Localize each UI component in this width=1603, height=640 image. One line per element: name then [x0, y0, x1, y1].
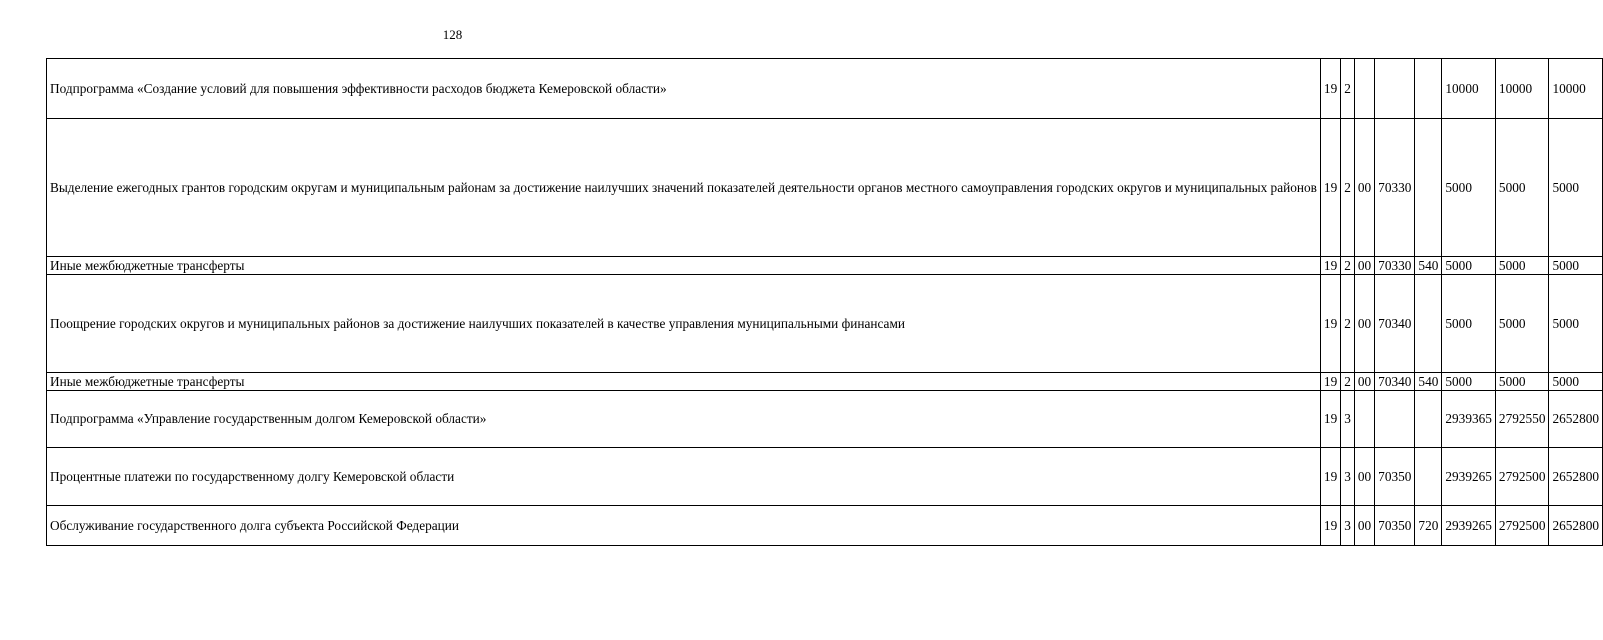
row-name: Иные межбюджетные трансферты [47, 373, 1321, 391]
expense-type-code [1415, 119, 1442, 257]
table-row [47, 59, 1603, 119]
amount-year-2: 10000 [1495, 59, 1549, 119]
amount-year-1: 5000 [1442, 119, 1496, 257]
expense-type-code: 720 [1415, 506, 1442, 546]
subsection-code: 3 [1341, 448, 1355, 506]
amount-year-2: 5000 [1495, 119, 1549, 257]
direction-code [1375, 391, 1415, 448]
section-code: 19 [1320, 448, 1340, 506]
amount-year-1: 5000 [1442, 257, 1496, 275]
expense-type-code: 540 [1415, 373, 1442, 391]
expense-type-code [1415, 448, 1442, 506]
row-name: Обслуживание государственного долга субъекта Российской Федерации [47, 506, 1321, 546]
amount-year-3: 2652800 [1549, 506, 1603, 546]
direction-code [1375, 59, 1415, 119]
program-code: 00 [1354, 257, 1374, 275]
row-name: Подпрограмма «Создание условий для повышения эффективности расходов бюджета Кемеровской области» [47, 59, 1321, 119]
amount-year-1: 5000 [1442, 373, 1496, 391]
amount-year-3: 5000 [1549, 257, 1603, 275]
direction-code: 70330 [1375, 257, 1415, 275]
program-code: 00 [1354, 448, 1374, 506]
amount-year-1: 5000 [1442, 275, 1496, 373]
amount-year-2: 5000 [1495, 275, 1549, 373]
section-code: 19 [1320, 391, 1340, 448]
section-code: 19 [1320, 275, 1340, 373]
row-name: Поощрение городских округов и муниципальных районов за достижение наилучших показателей в качестве управления муниципальными финансами [47, 275, 1321, 373]
amount-year-2: 5000 [1495, 373, 1549, 391]
row-name: Подпрограмма «Управление государственным долгом Кемеровской области» [47, 391, 1321, 448]
subsection-code: 2 [1341, 373, 1355, 391]
program-code [1354, 59, 1374, 119]
subsection-code: 2 [1341, 59, 1355, 119]
page-number: 128 [442, 27, 463, 42]
expense-type-code [1415, 59, 1442, 119]
amount-year-1: 2939265 [1442, 448, 1496, 506]
program-code: 00 [1354, 373, 1374, 391]
table-row [47, 448, 1603, 506]
table-row [47, 506, 1603, 546]
expense-type-code [1415, 391, 1442, 448]
direction-code: 70350 [1375, 448, 1415, 506]
section-code: 19 [1320, 119, 1340, 257]
direction-code: 70340 [1375, 373, 1415, 391]
amount-year-1: 2939265 [1442, 506, 1496, 546]
expense-type-code: 540 [1415, 257, 1442, 275]
program-code: 00 [1354, 119, 1374, 257]
row-name: Выделение ежегодных грантов городским округам и муниципальным районам за достижение наилучших значений показателей деятельности органов местного самоуправления городских округов и муниципальных районов [47, 119, 1321, 257]
expense-type-code [1415, 275, 1442, 373]
amount-year-3: 2652800 [1549, 391, 1603, 448]
amount-year-1: 2939365 [1442, 391, 1496, 448]
amount-year-1: 10000 [1442, 59, 1496, 119]
direction-code: 70340 [1375, 275, 1415, 373]
program-code: 00 [1354, 275, 1374, 373]
budget-table [46, 58, 1603, 546]
amount-year-2: 5000 [1495, 257, 1549, 275]
subsection-code: 2 [1341, 119, 1355, 257]
amount-year-3: 10000 [1549, 59, 1603, 119]
amount-year-3: 5000 [1549, 119, 1603, 257]
table-row [47, 119, 1603, 257]
amount-year-3: 5000 [1549, 373, 1603, 391]
section-code: 19 [1320, 506, 1340, 546]
subsection-code: 3 [1341, 506, 1355, 546]
amount-year-2: 2792500 [1495, 506, 1549, 546]
section-code: 19 [1320, 257, 1340, 275]
amount-year-3: 5000 [1549, 275, 1603, 373]
table-row [47, 391, 1603, 448]
direction-code: 70330 [1375, 119, 1415, 257]
subsection-code: 2 [1341, 257, 1355, 275]
program-code [1354, 391, 1374, 448]
direction-code: 70350 [1375, 506, 1415, 546]
table-row [47, 373, 1603, 391]
row-name: Процентные платежи по государственному долгу Кемеровской области [47, 448, 1321, 506]
table-row [47, 275, 1603, 373]
amount-year-2: 2792550 [1495, 391, 1549, 448]
table-row [47, 257, 1603, 275]
subsection-code: 2 [1341, 275, 1355, 373]
row-name: Иные межбюджетные трансферты [47, 257, 1321, 275]
program-code: 00 [1354, 506, 1374, 546]
amount-year-3: 2652800 [1549, 448, 1603, 506]
amount-year-2: 2792500 [1495, 448, 1549, 506]
subsection-code: 3 [1341, 391, 1355, 448]
section-code: 19 [1320, 373, 1340, 391]
section-code: 19 [1320, 59, 1340, 119]
